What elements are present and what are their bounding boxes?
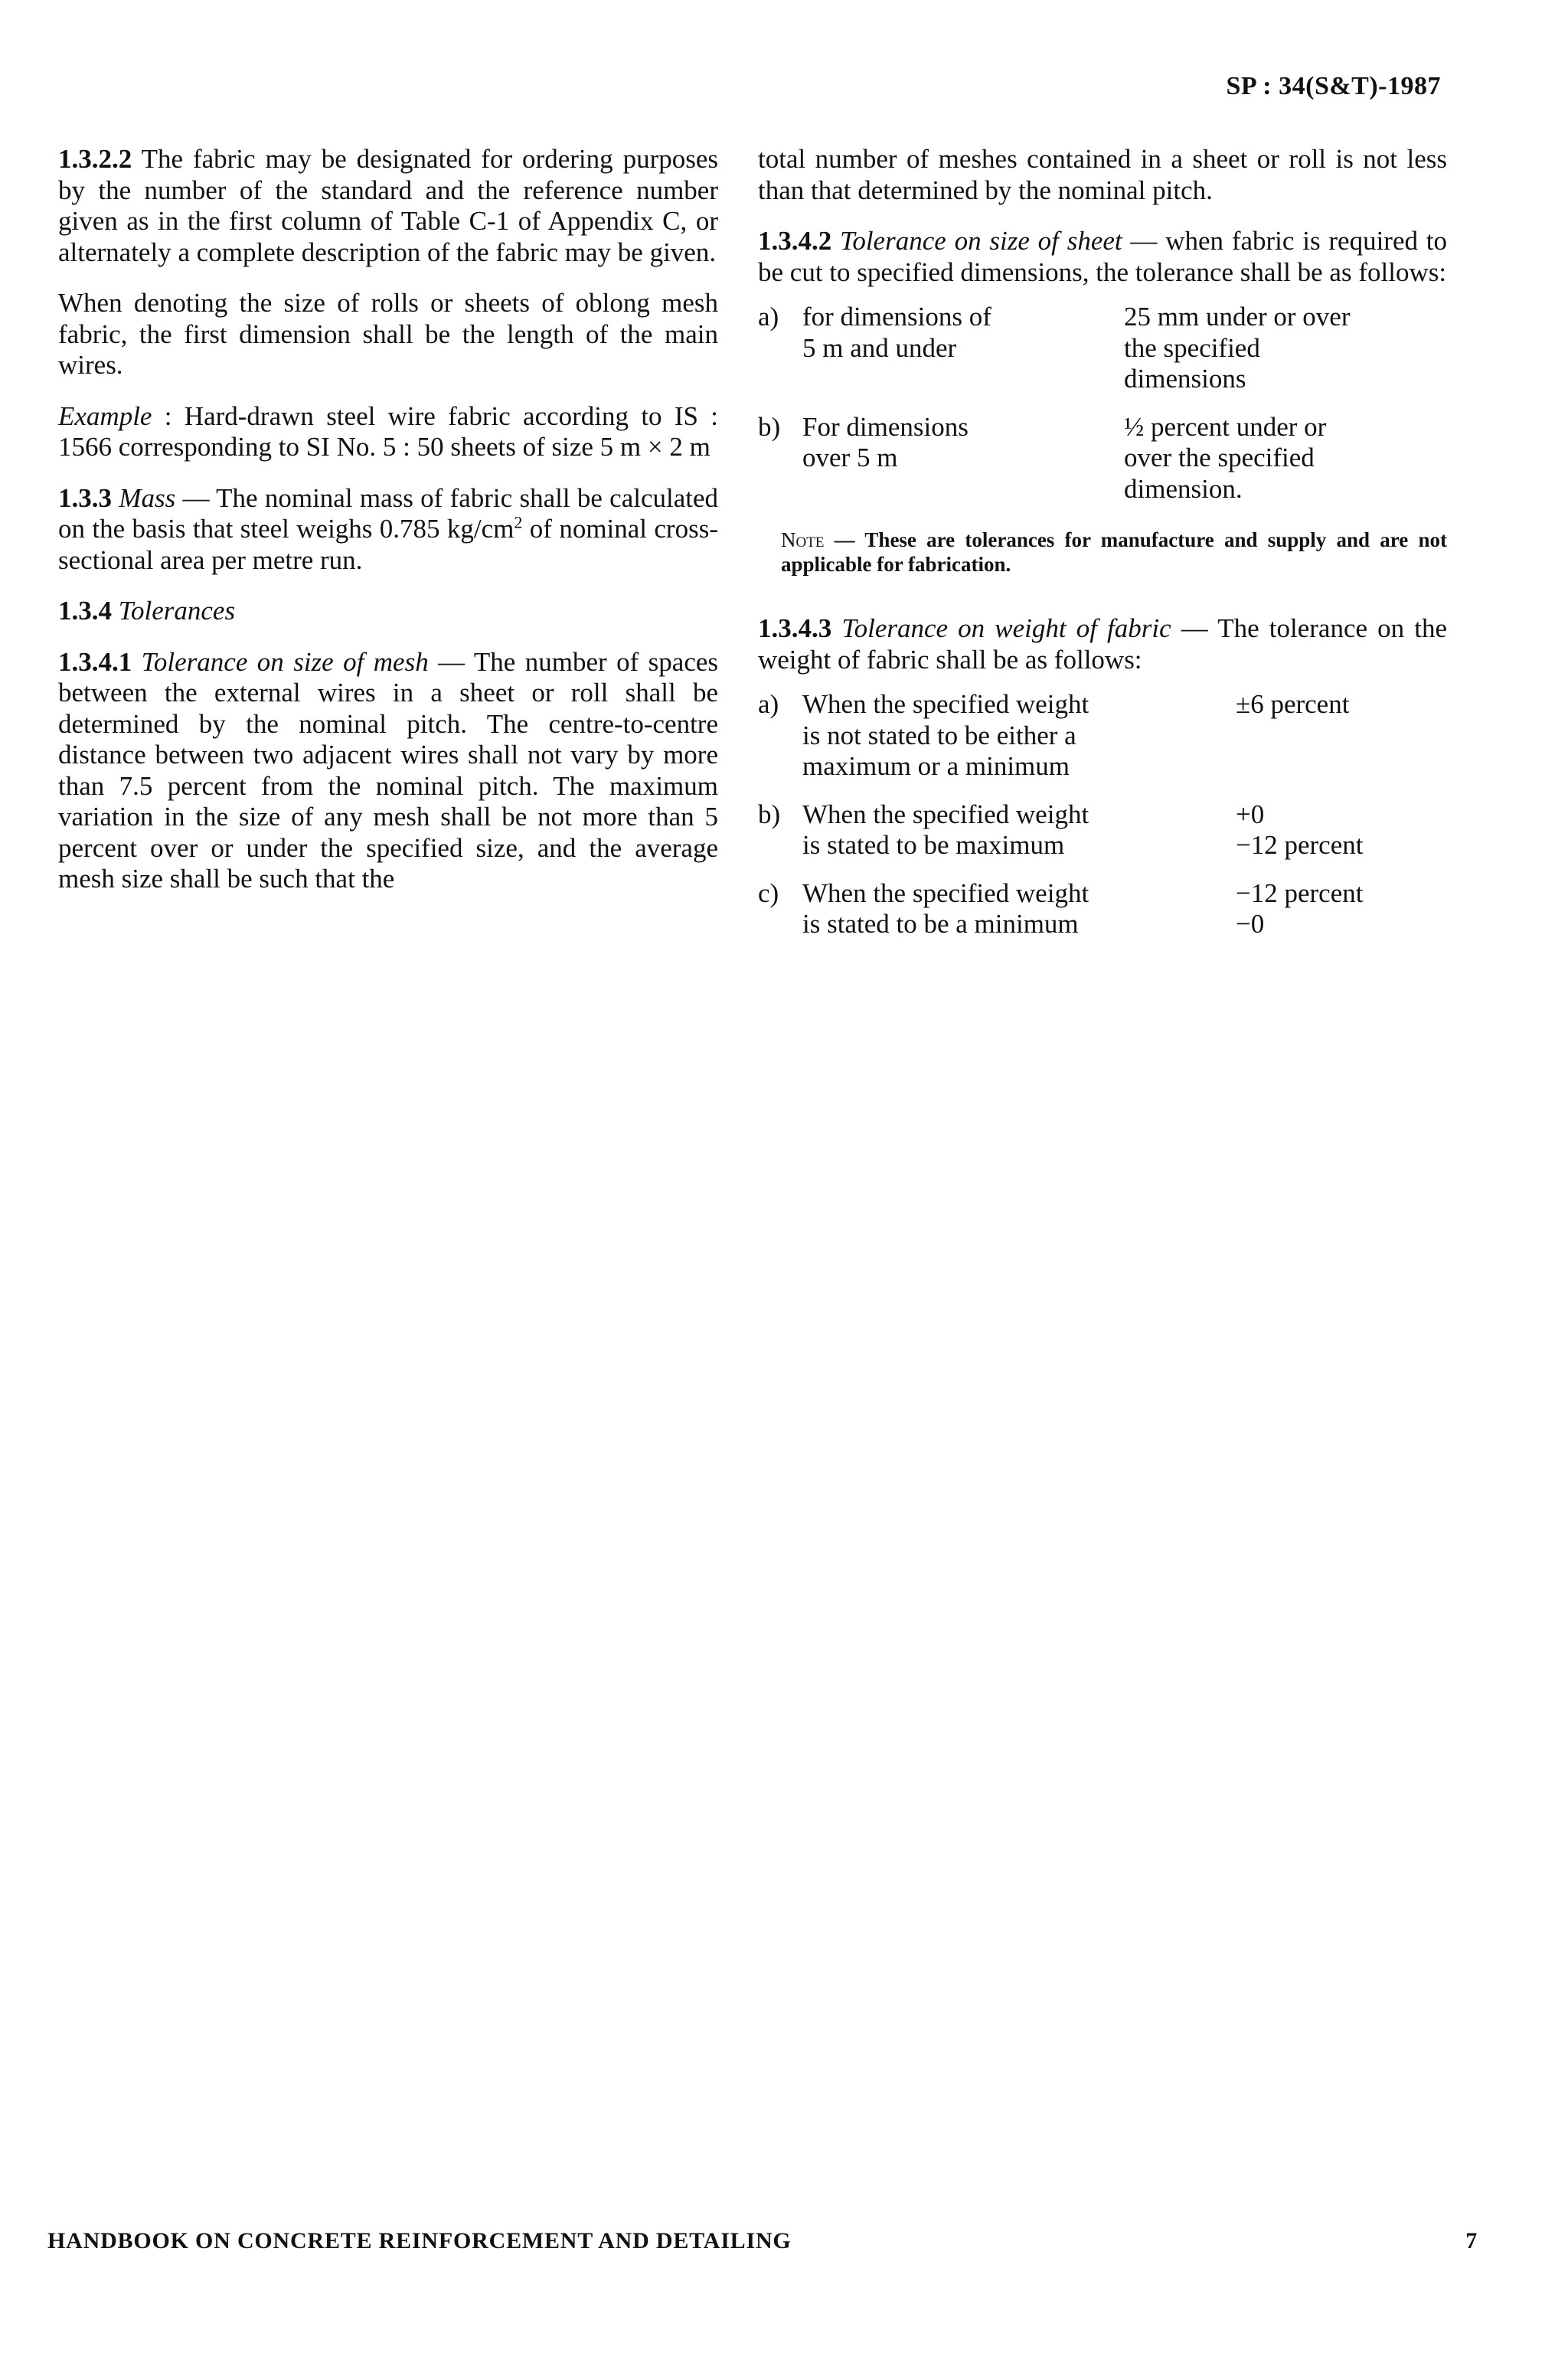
note [781, 528, 1447, 577]
continuation-paragraph: total number of meshes contained in a sheet or roll is not less than that determined by the nominal pitch. [758, 144, 1447, 205]
clause-number: 1.3.4.3 [758, 613, 832, 643]
condition-line: for dimensions of [802, 302, 991, 332]
item-label: a) [758, 302, 779, 332]
tolerance-line: 25 mm under or over [1124, 302, 1351, 332]
item-tolerance [1236, 799, 1447, 861]
clause-number: 1.3.2.2 [58, 144, 132, 174]
clause-title: Tolerance on size of mesh [141, 646, 429, 677]
example-paragraph [58, 401, 718, 463]
item-label: c) [758, 877, 779, 908]
condition-line: When the specified weight [802, 799, 1089, 829]
clause-text: — The number of spaces between the external wires in a sheet or roll shall be determined by the nominal pitch. The centre-to-centre distance between two adjacent wires shall not vary by more than 7.5 percent from the nominal pitch. The maximum variation in the size of any mesh shall be not more than 5 percent over or under the specified size, and the average mesh size shall be such that the [58, 646, 719, 894]
standard-reference-header: SP : 34(S&T)-1987 [1226, 72, 1441, 100]
item-condition [802, 302, 1124, 395]
clause-title: Tolerance on size of sheet [840, 226, 1122, 256]
item-tolerance [1236, 878, 1447, 940]
tolerance-line: the specified [1124, 332, 1260, 363]
clause-1-3-4-1 [58, 647, 718, 895]
example-label: Example [58, 400, 152, 431]
example-text: : Hard-drawn steel wire fabric according to IS : 1566 corresponding to SI No. 5 : 50 sheets of size 5 m × 2 m [58, 400, 719, 462]
condition-line: is not stated to be either a [802, 720, 1076, 750]
handbook-title: HANDBOOK ON CONCRETE REINFORCEMENT AND DETAILING [47, 2228, 792, 2253]
superscript: 2 [514, 512, 523, 532]
item-label: a) [758, 689, 779, 719]
clause-number: 1.3.4.1 [58, 646, 132, 677]
list-item [758, 689, 1447, 783]
sheet-tolerance-list [758, 302, 1447, 505]
clause-text: — when fabric is required to be cut to specified dimensions, the tolerance shall be as follows: [758, 226, 1448, 287]
condition-line: When the specified weight [802, 877, 1089, 908]
tolerance-line: over the specified [1124, 443, 1315, 472]
clause-1-3-4-3 [758, 613, 1447, 675]
clause-1-3-2-2 [58, 144, 718, 268]
item-condition [802, 412, 1124, 505]
tolerance-line: +0 [1236, 799, 1265, 829]
list-item [758, 878, 1447, 940]
condition-line: is stated to be maximum [802, 830, 1065, 860]
item-tolerance [1124, 302, 1447, 395]
note-text: — These are tolerances for manufacture and supply and are not applicable for fabrication. [781, 528, 1447, 576]
clause-1-3-4 [58, 596, 718, 627]
clause-1-3-3 [58, 483, 718, 577]
item-label: b) [758, 799, 781, 829]
clause-title: Tolerances [118, 596, 236, 626]
item-tolerance [1236, 689, 1447, 783]
item-condition [802, 799, 1236, 861]
clause-text: — The nominal mass of fabric shall be calculated on the basis that steel weighs 0.785 kg/cm [58, 482, 719, 544]
tolerance-line: −0 [1236, 909, 1265, 939]
item-label: b) [758, 411, 781, 442]
note-label: Note [781, 528, 825, 551]
clause-text: — The tolerance on the weight of fabric shall be as follows: [758, 613, 1447, 675]
clause-title: Mass [119, 482, 176, 513]
clause-1-3-4-2 [758, 226, 1447, 288]
tolerance-line: dimensions [1124, 364, 1246, 394]
tolerance-line: ½ percent under or [1124, 411, 1327, 442]
condition-line: 5 m and under [802, 332, 957, 363]
clause-number: 1.3.3 [58, 482, 112, 513]
tolerance-line: −12 percent [1236, 830, 1364, 860]
condition-line: maximum or a minimum [802, 751, 1070, 781]
item-condition [802, 689, 1236, 783]
tolerance-line: ±6 percent [1236, 689, 1350, 719]
page-number: 7 [1465, 2228, 1478, 2253]
tolerance-line: dimension. [1124, 473, 1243, 504]
condition-line: For dimensions [802, 411, 969, 442]
condition-line: over 5 m [802, 443, 898, 472]
item-tolerance [1124, 412, 1447, 505]
clause-text-end: of nominal cross-sectional area per metre run. [58, 514, 718, 575]
condition-line: When the specified weight [802, 689, 1089, 719]
clause-number: 1.3.4 [58, 596, 112, 626]
page-footer [47, 2228, 1478, 2254]
list-item [758, 412, 1447, 505]
left-column [58, 144, 718, 915]
condition-line: is stated to be a minimum [802, 909, 1079, 939]
clause-number: 1.3.4.2 [758, 226, 832, 256]
clause-title: Tolerance on weight of fabric [841, 613, 1171, 643]
clause-text: The fabric may be designated for ordering purposes by the number of the standard and the reference number given as in the first column of Table C-1 of Appendix C, or alternately a complete description of the fabric may be given. [58, 144, 719, 267]
item-condition [802, 878, 1236, 940]
weight-tolerance-list [758, 689, 1447, 940]
list-item [758, 302, 1447, 395]
tolerance-line: −12 percent [1236, 877, 1364, 908]
list-item [758, 799, 1447, 861]
oblong-mesh-paragraph: When denoting the size of rolls or sheets of oblong mesh fabric, the first dimension shall be the length of the main wires. [58, 288, 718, 380]
right-column [758, 144, 1447, 957]
